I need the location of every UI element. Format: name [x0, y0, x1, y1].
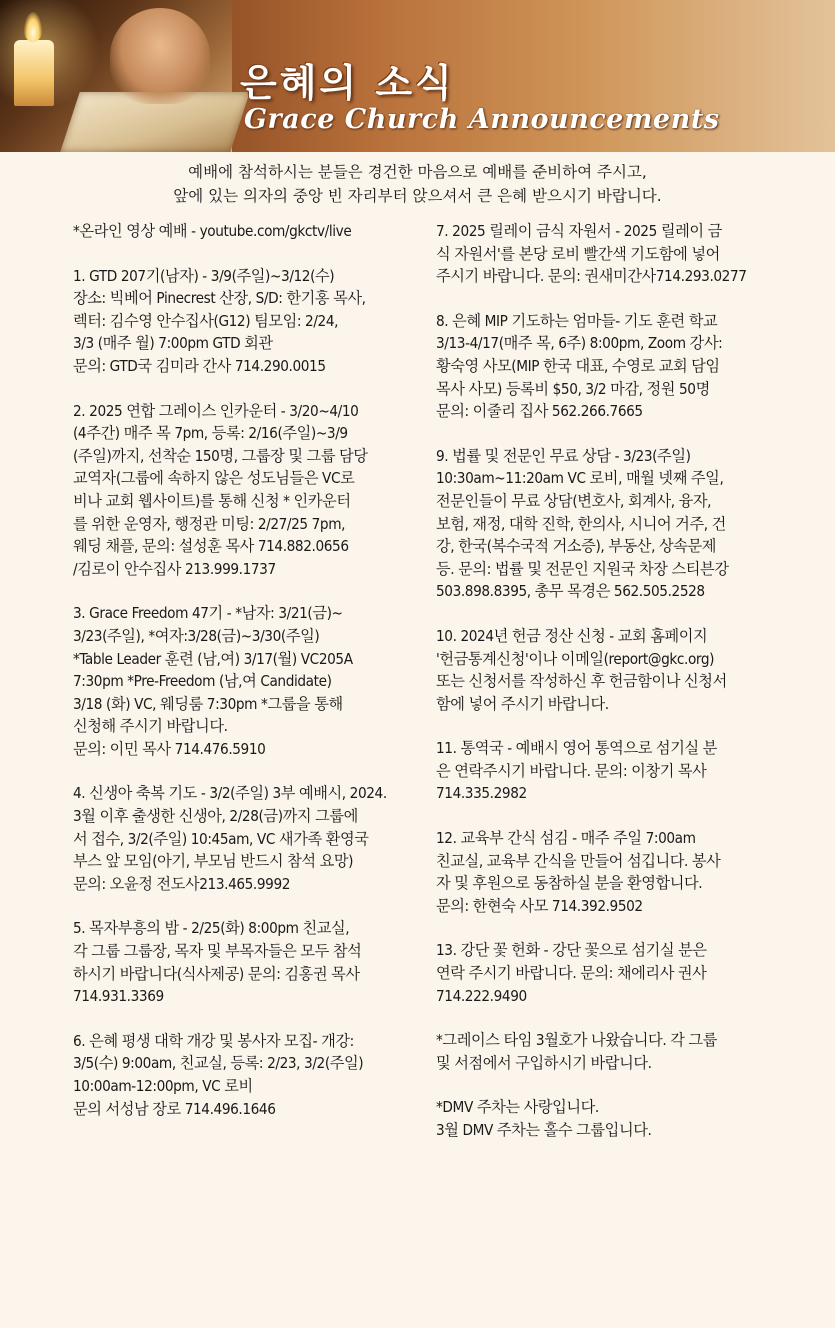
announcement-grace-time: *그레이스 타임 3월호가 나왔습니다. 각 그룹 및 서점에서 구입하시기 바랍니다. [436, 1031, 717, 1072]
announcement-8: 8. 은혜 MIP 기도하는 엄마들- 기도 훈련 학교 3/13-4/17(매주 목, 6주) 8:00pm, Zoom 강사: 황숙영 사모(MIP 한국 대표, 수영로 교회 담임 목사 사모) 등록비 $50, 3/2 마감, 정원 50명 문의: 이줄리 집사 562.266.7665 [436, 311, 723, 421]
announcement-12: 12. 교육부 간식 섬김 - 매주 주일 7:00am 친교실, 교육부 간식을 만들어 섬깁니다. 봉사 자 및 후원으로 동참하실 분을 환영합니다. 문의: 한현숙 사모 714.392.9502 [436, 829, 721, 915]
candle-icon [14, 40, 54, 106]
announcement-1: 1. GTD 207기(남자) - 3/9(주일)~3/12(수) 장소: 빅베어 Pinecrest 산장, S/D: 한기홍 목사, 렉터: 김수영 안수집사(G12) 팀모임: 2/24, 3/3 (매주 월) 7:00pm GTD 회관 문의: GTD국 김미라 간사 714.290.0015 [73, 266, 366, 375]
left-column [73, 220, 435, 1142]
announcement-5: 5. 목자부흥의 밤 - 2/25(화) 8:00pm 친교실, 각 그룹 그룹장, 목자 및 부목자들은 모두 참석 하시기 바랍니다(식사제공) 문의: 김홍권 목사 714.931.3369 [73, 919, 362, 1006]
right-column [436, 220, 794, 1164]
praying-hands-icon [110, 8, 210, 104]
announcement-11: 11. 통역국 - 예배시 영어 통역으로 섬기실 분 은 연락주시기 바랍니다. 문의: 이창기 목사 714.335.2982 [436, 739, 717, 803]
page-title: 은혜의 소식 [240, 61, 455, 105]
intro-line: 예배에 참석하시는 분들은 경건한 마음으로 예배를 준비하여 주시고, [188, 163, 647, 181]
header-banner [0, 0, 835, 152]
announcement-13: 13. 강단 꽃 헌화 - 강단 꽃으로 섬기실 분은 연락 주시기 바랍니다. 문의: 채에리사 권사 714.222.9490 [436, 941, 707, 1005]
announcement-2: 2. 2025 연합 그레이스 인카운터 - 3/20~4/10 (4주간) 매주 목 7pm, 등록: 2/16(주일)~3/9 (주일)까지, 선착순 150명, 그룹장 및 그룹 담당 교역자(그룹에 속하지 않은 성도님들은 VC로 비나 교회 웹사이트)를 통해 신청 * 인카운터 를 위한 운영자, 행정관 미팅: 2/27/25 7pm, 웨딩 채플, 문의: 설성훈 목사 714.882.0656 /김로이 안수집사 213.999.1737 [73, 401, 368, 578]
announcement-7: 7. 2025 릴레이 금식 자원서 - 2025 릴레이 금 식 자원서'를 본당 로비 빨간색 기도함에 넣어 주시기 바랍니다. 문의: 권새미간사714.293.0277 [436, 222, 747, 286]
announcement-6: 6. 은혜 평생 대학 개강 및 봉사자 모집- 개강: 3/5(수) 9:00am, 친교실, 등록: 2/23, 3/2(주일) 10:00am-12:00pm, VC 로비 문의 서성남 장로 714.496.1646 [73, 1031, 364, 1118]
announcement-4: 4. 신생아 축복 기도 - 3/2(주일) 3부 예배시, 2024. 3월 이후 출생한 신생아, 2/28(금)까지 그룹에 서 접수, 3/2(주일) 10:45am, VC 새가족 환영국 부스 앞 모임(아기, 부모님 반드시 참석 요망) 문의: 오윤정 전도사213.465.9992 [73, 784, 387, 893]
announcement-3: 3. Grace Freedom 47기 - *남자: 3/21(금)~ 3/23(주일), *여자:3/28(금)~3/30(주일) *Table Leader 훈련 (남,여) 3/17(월) VC205A 7:30pm *Pre-Freedom (남,여 Candidate) 3/18 (화) VC, 웨딩룸 7:30pm *그룹을 통해 신청해 주시기 바랍니다. 문의: 이민 목사 714.476.5910 [73, 604, 353, 758]
intro-line: 앞에 있는 의자의 중앙 빈 자리부터 앉으셔서 큰 은혜 받으시기 바랍니다. [173, 187, 662, 205]
page-subtitle: Grace Church Announcements [244, 104, 720, 135]
announcement-9: 9. 법률 및 전문인 무료 상담 - 3/23(주일) 10:30am~11:20am VC 로비, 매월 넷째 주일, 전문인들이 무료 상담(변호사, 회계사, 융자, 보험, 재정, 대학 진학, 한의사, 시니어 거주, 건 강, 한국(복수국적 거소증), 부동산, 상속문제 등. 문의: 법률 및 전문인 지원국 차장 스티븐강 503.898.8395, 총무 목경은 562.505.2528 [436, 446, 729, 601]
announcement-10: 10. 2024년 헌금 정산 신청 - 교회 홈페이지 '헌금통계신청'이나 이메일(report@gkc.org) 또는 신청서를 작성하신 후 헌금함이나 신청서 함에 넣어 주시기 바랍니다. [436, 626, 727, 713]
intro-text [0, 160, 835, 208]
announcement-dmv-parking: *DMV 주차는 사랑입니다. 3월 DMV 주차는 홀수 그룹입니다. [436, 1098, 652, 1139]
announcement-online-worship: *온라인 영상 예배 - youtube.com/gkctv/live [73, 222, 352, 240]
prayer-candle-photo [0, 0, 232, 152]
